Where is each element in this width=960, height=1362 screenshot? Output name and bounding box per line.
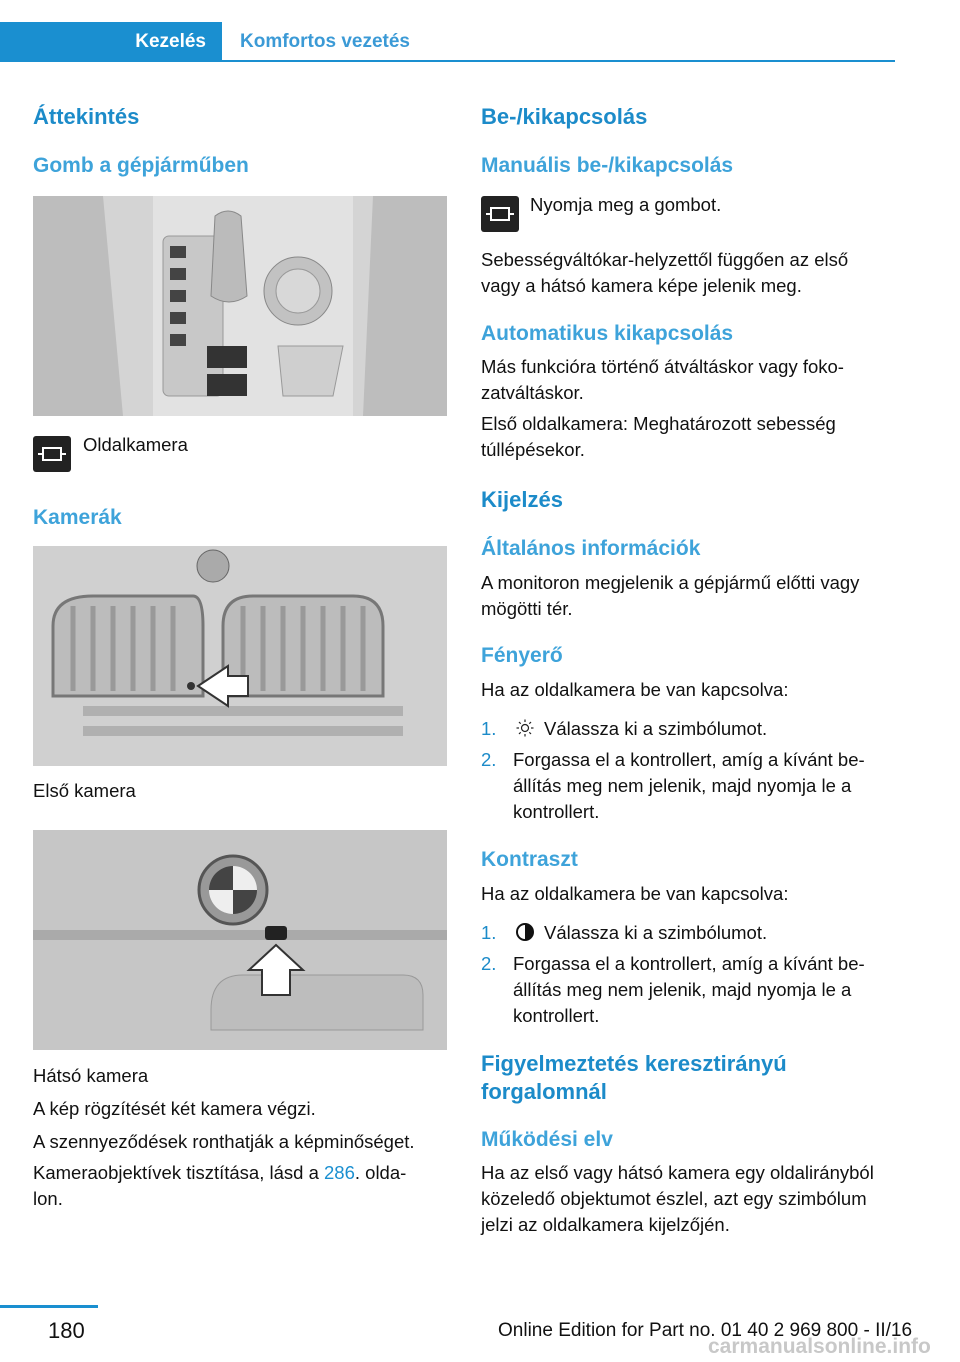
- principle-l2: közeledő objektumot észlel, azt egy szimbólum: [481, 1188, 867, 1209]
- heading-on-off: Be-/kikapcsolás: [481, 104, 648, 129]
- edition-text: Online Edition for Part no. 01 40 2 969 800 - II/16: [498, 1320, 913, 1341]
- header-divider: [222, 60, 895, 62]
- general-paragraph-l1: A monitoron megjelenik a gépjármű előtti vagy: [481, 572, 860, 593]
- footer-divider: [0, 1305, 98, 1308]
- heading-cross-traffic-l2: forgalomnál: [481, 1079, 607, 1104]
- heading-display: Kijelzés: [481, 487, 563, 512]
- manual-press-text: Nyomja meg a gombot.: [530, 194, 722, 215]
- principle-l1: Ha az első vagy hátsó kamera egy oldalirányból: [481, 1162, 874, 1183]
- principle-l3: jelzi az oldalkamera kijelzőjén.: [481, 1214, 730, 1235]
- brightness-step-2-l2: állítás meg nem jelenik, majd nyomja le a: [513, 775, 852, 796]
- tab-komfortos-vezetes[interactable]: Komfortos vezetés: [240, 31, 410, 52]
- page-number: 180: [48, 1318, 85, 1343]
- auto-paragraph-2-l1: Első oldalkamera: Meghatározott sebesség: [481, 413, 836, 434]
- brightness-step-1-number: 1.: [481, 718, 497, 739]
- front-camera-caption: Első kamera: [33, 780, 136, 801]
- general-paragraph-l2: mögötti tér.: [481, 598, 573, 619]
- contrast-step-2-l2: állítás meg nem jelenik, majd nyomja le a: [513, 979, 852, 1000]
- contrast-step-2-l1: Forgassa el a kontrollert, amíg a kívánt be-: [513, 953, 865, 974]
- cleaning-text-after: . olda-: [354, 1162, 407, 1183]
- heading-auto-off: Automatikus kikapcsolás: [481, 322, 734, 345]
- auto-paragraph-1-l1: Más funkcióra történő átváltáskor vagy foko-: [481, 356, 844, 377]
- tab-kezeles[interactable]: Kezelés: [0, 22, 222, 62]
- heading-general-info: Általános információk: [481, 537, 701, 560]
- brightness-step-2-number: 2.: [481, 749, 497, 770]
- heading-cameras: Kamerák: [33, 506, 122, 529]
- contrast-step-2-number: 2.: [481, 953, 497, 974]
- contrast-icon: [515, 922, 535, 947]
- page-link-286[interactable]: 286: [324, 1162, 355, 1183]
- contrast-intro: Ha az oldalkamera be van kapcsolva:: [481, 883, 789, 904]
- brightness-intro: Ha az oldalkamera be van kapcsolva:: [481, 679, 789, 700]
- contrast-step-1-number: 1.: [481, 922, 497, 943]
- auto-paragraph-1-l2: zatváltáskor.: [481, 382, 584, 403]
- side-camera-label: Oldalkamera: [83, 434, 188, 455]
- heading-button-in-vehicle: Gomb a gépjárműben: [33, 154, 249, 177]
- paragraph-cleaning-line2: lon.: [33, 1188, 63, 1209]
- watermark: carmanualsonline.info: [708, 1335, 931, 1358]
- paragraph-two-cameras: A kép rögzítését két kamera végzi.: [33, 1098, 316, 1119]
- heading-cross-traffic-l1: Figyelmeztetés keresztirányú: [481, 1051, 787, 1076]
- rear-camera-caption: Hátsó kamera: [33, 1065, 149, 1086]
- heading-manual-on-off: Manuális be-/kikapcsolás: [481, 154, 734, 177]
- paragraph-dirt: A szennyeződések ronthatják a képminőséget.: [33, 1131, 415, 1152]
- contrast-step-1-text: Válassza ki a szimbólumot.: [544, 922, 768, 943]
- heading-principle: Működési elv: [481, 1128, 613, 1151]
- heading-brightness: Fényerő: [481, 644, 563, 667]
- manual-paragraph-l2: vagy a hátsó kamera képe jelenik meg.: [481, 275, 802, 296]
- brightness-step-2-l3: kontrollert.: [513, 801, 600, 822]
- side-camera-button-icon: [33, 436, 71, 472]
- front-camera-photo: [33, 546, 447, 766]
- rear-camera-photo: [33, 830, 447, 1050]
- brightness-step-2-l1: Forgassa el a kontrollert, amíg a kívánt be-: [513, 749, 865, 770]
- paragraph-cleaning: [33, 1160, 406, 1186]
- brightness-step-1-text: Válassza ki a szimbólumot.: [544, 718, 768, 739]
- manual-paragraph-l1: Sebességváltókar-helyzettől függően az első: [481, 249, 849, 270]
- cleaning-text: Kameraobjektívek tisztítása, lásd a: [33, 1162, 324, 1183]
- brightness-icon: [516, 719, 534, 742]
- heading-contrast: Kontraszt: [481, 848, 578, 871]
- side-camera-button-icon-2: [481, 196, 519, 232]
- center-console-photo: [33, 196, 447, 416]
- auto-paragraph-2-l2: túllépésekor.: [481, 439, 585, 460]
- heading-overview: Áttekintés: [33, 104, 140, 129]
- contrast-step-2-l3: kontrollert.: [513, 1005, 600, 1026]
